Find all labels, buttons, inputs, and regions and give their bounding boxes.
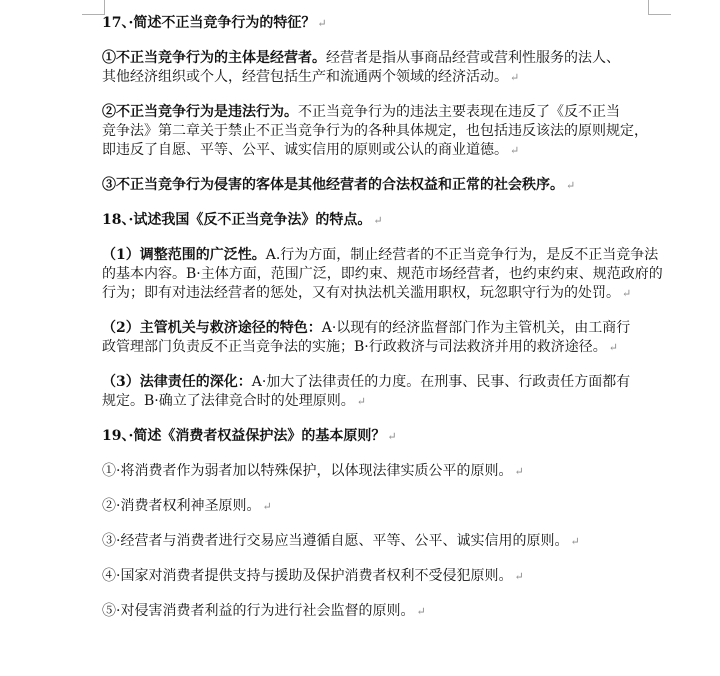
paragraph-mark: ↵ [510, 144, 520, 157]
q17-point-2-text-cont: 竞争法》第二章关于禁止不正当竞争行为的各种具体规定，也包括违反该法的原则规定， [102, 123, 648, 139]
q17-point-1-line-2 [102, 68, 662, 87]
paragraph-mark: ↵ [570, 535, 580, 548]
q19-principle-4-text: ④·国家对消费者提供支持与援助及保护消费者权利不受侵犯原则。 [102, 568, 513, 584]
q17-point-1-text-cont: 其他经济组织或个人，经营包括生产和流通两个领域的经济活动。 [102, 69, 508, 85]
q18-point-1-text-end: 行为；即有对违法经营者的惩处，又有对执法机关滥用职权，玩忽职守行为的处罚。 [102, 285, 620, 301]
q19-principle-3-text: ③·经营者与消费者进行交易应当遵循自愿、平等、公平、诚实信用的原则。 [102, 533, 569, 549]
paragraph-mark: ↵ [317, 17, 327, 30]
paragraph-mark: ↵ [416, 605, 426, 618]
q17-point-2-text: 不正当竞争行为的违法主要表现在违反了《反不正当 [298, 104, 620, 120]
paragraph-mark: ↵ [387, 430, 397, 443]
q18-point-3-text: A·加大了法律责任的力度。在刑事、民事、行政责任方面都有 [251, 374, 631, 390]
paragraph-mark: ↵ [373, 214, 383, 227]
paragraph-mark: ↵ [356, 395, 366, 408]
q17-point-3 [102, 176, 662, 195]
question-18-title: 18、·试述我国《反不正当竞争法》的特点。 [102, 212, 372, 228]
q19-principle-5-text: ⑤·对侵害消费者利益的行为进行社会监督的原则。 [102, 603, 415, 619]
question-19-title: 19、·简述《消费者权益保护法》的基本原则？ [102, 428, 386, 444]
q19-principle-3 [102, 532, 662, 551]
q18-point-2-text-cont: 政管理部门负责反不正当竞争法的实施；B·行政救济与司法救济并用的救济途径。 [102, 339, 607, 355]
q17-point-3-text: ③不正当竞争行为侵害的客体是其他经营者的合法权益和正常的社会秩序。 [102, 177, 564, 193]
q18-point-2-lead: （2）主管机关与救济途径的特色： [102, 320, 322, 336]
q18-point-2-text: A·以现有的经济监督部门作为主管机关，由工商行 [321, 320, 631, 336]
q18-point-1-line-2 [102, 265, 662, 284]
q18-point-2-line-2 [102, 338, 662, 357]
q19-principle-2-text: ②·消费者权利神圣原则。 [102, 498, 261, 514]
q17-point-2-lead: ②不正当竞争行为是违法行为。 [102, 104, 298, 120]
paragraph-mark: ↵ [262, 500, 272, 513]
q17-point-1-text: 经营者是指从事商品经营或营利性服务的法人、 [326, 50, 620, 66]
question-17-title: 17、·简述不正当竞争行为的特征？ [102, 15, 316, 31]
paragraph-mark: ↵ [622, 287, 632, 300]
q19-principle-5 [102, 602, 662, 621]
q18-point-3-line-1 [102, 373, 662, 392]
question-17-heading [102, 14, 662, 33]
q19-principle-1 [102, 462, 662, 481]
q19-principle-4 [102, 567, 662, 586]
q18-point-2-line-1 [102, 319, 662, 338]
q17-point-2-line-1 [102, 103, 662, 122]
q17-point-1-line-1 [102, 49, 662, 68]
q19-principle-2 [102, 497, 662, 516]
paragraph-mark: ↵ [514, 570, 524, 583]
q18-point-1-text: A.行为方面，制止经营者的不正当竞争行为，是反不正当竞争法 [265, 247, 659, 263]
question-19-heading [102, 427, 662, 446]
paragraph-mark: ↵ [510, 71, 520, 84]
q18-point-3-text-cont: 规定。B·确立了法律竞合时的处理原则。 [102, 393, 355, 409]
q18-point-1-text-cont: 的基本内容。B·主体方面，范围广泛，即约束、规范市场经营者，也约束约束、规范政府的 [102, 266, 663, 282]
q17-point-1-lead: ①不正当竞争行为的主体是经营者。 [102, 50, 326, 66]
q18-point-1-line-1 [102, 246, 662, 265]
paragraph-mark: ↵ [608, 341, 618, 354]
q18-point-3-lead: （3）法律责任的深化： [102, 374, 252, 390]
paragraph-mark: ↵ [514, 465, 524, 478]
q17-point-2-line-3 [102, 141, 662, 160]
q17-point-2-line-2 [102, 122, 662, 141]
paragraph-mark: ↵ [566, 179, 576, 192]
q18-point-3-line-2 [102, 392, 662, 411]
q18-point-1-line-3 [102, 284, 662, 303]
page-corner-mark-top-left [82, 0, 105, 15]
q17-point-2-text-end: 即违反了自愿、平等、公平、诚实信用的原则或公认的商业道德。 [102, 142, 508, 158]
q18-point-1-lead: （1）调整范围的广泛性。 [102, 247, 266, 263]
document-body[interactable] [102, 14, 662, 621]
question-18-heading [102, 211, 662, 230]
page-corner-mark-top-right [648, 0, 671, 15]
q19-principle-1-text: ①·将消费者作为弱者加以特殊保护，以体现法律实质公平的原则。 [102, 463, 513, 479]
